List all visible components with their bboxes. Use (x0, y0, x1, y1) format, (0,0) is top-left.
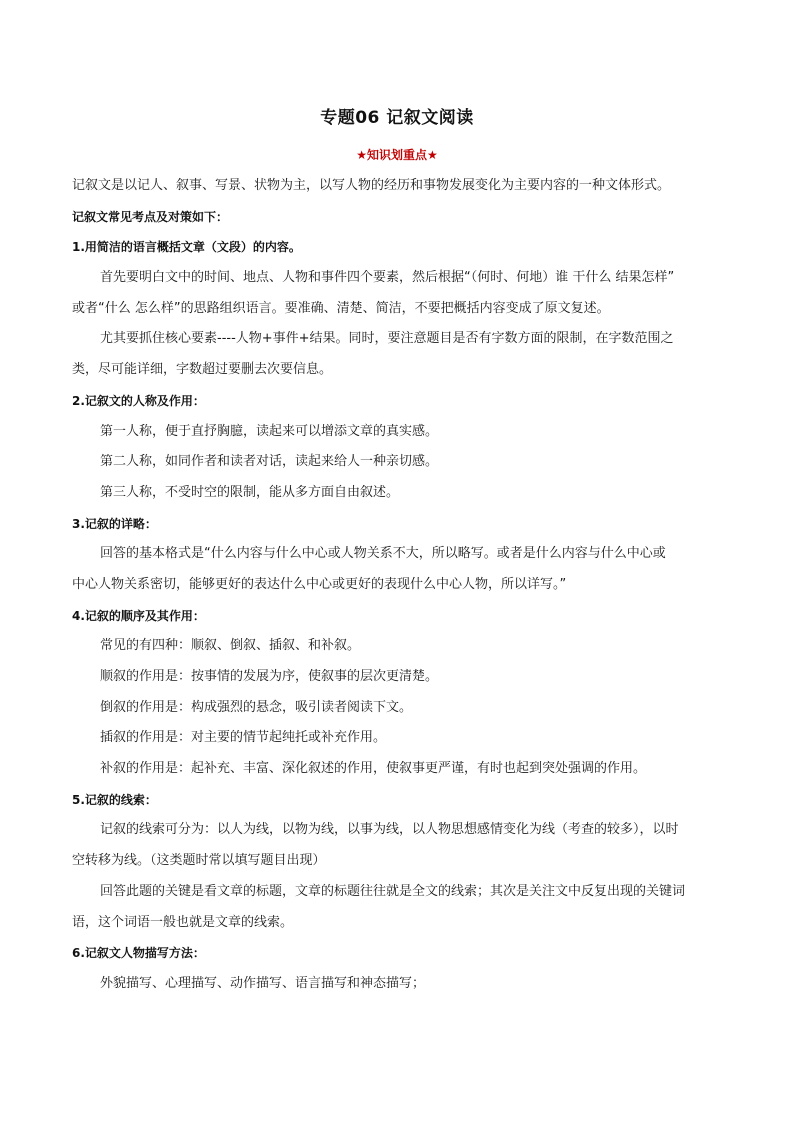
paragraph-line: 语，这个词语一般也就是文章的线索。 (72, 914, 294, 930)
paragraph-line: 类，尽可能详细，字数超过要删去次要信息。 (72, 362, 333, 378)
paragraph-first-line: 外貌描写、心理描写、动作描写、语言描写和神态描写； (100, 975, 426, 991)
paragraph-line: 记叙文是以记人、叙事、写景、状物为主，以写人物的经历和事物发展变化为主要内容的一种文体形式。 (72, 178, 671, 193)
paragraph-first-line: 常见的有四种：顺叙、倒叙、插叙、和补叙。 (100, 638, 361, 654)
section-heading: 4.记叙的顺序及其作用： (72, 608, 205, 623)
paragraph-first-line: 第一人称，便于直抒胸臆，读起来可以增添文章的真实感。 (100, 423, 439, 439)
section-heading: 记叙文常见考点及对策如下： (72, 209, 229, 224)
section-heading: 2.记叙文的人称及作用： (72, 393, 205, 408)
page-title: 专题06 记叙文阅读 (320, 108, 474, 128)
paragraph-first-line: 补叙的作用是：起补充、丰富、深化叙述的作用，使叙事更严谨，有时也起到突处强调的作用。 (100, 761, 647, 777)
paragraph-first-line: 记叙的线索可分为：以人为线，以物为线，以事为线，以人物思想感情变化为线（考查的较多），以时 (100, 822, 679, 838)
paragraph-first-line: 尤其要抓住核心要素----人物+事件+结果。同时，要注意题目是否有字数方面的限制，在字数范围之 (100, 331, 674, 347)
paragraph-line: 空转移为线。（这类题时常以填写题目出现） (72, 853, 326, 869)
paragraph-line: 或者“什么 怎么样”的思路组织语言。要准确、清楚、简洁，不要把概括内容变成了原文复述。 (72, 300, 610, 316)
paragraph-first-line: 回答此题的关键是看文章的标题，文章的标题往往就是全文的线索；其次是关注文中反复出现的关键词 (100, 883, 686, 899)
section-subtitle: ★知识划重点★ (356, 148, 438, 162)
paragraph-first-line: 倒叙的作用是：构成强烈的悬念，吸引读者阅读下文。 (100, 699, 413, 715)
paragraph-first-line: 插叙的作用是：对主要的情节起纯托或补充作用。 (100, 730, 387, 746)
paragraph-first-line: 顺叙的作用是：按事情的发展为序，使叙事的层次更清楚。 (100, 669, 439, 684)
section-heading: 3.记叙的详略： (72, 516, 157, 531)
section-heading: 5.记叙的线索： (72, 792, 157, 807)
paragraph-first-line: 回答的基本格式是“什么内容与什么中心或人物关系不大，所以略写。或者是什么内容与什么中心或 (100, 546, 666, 562)
paragraph-first-line: 首先要明白文中的时间、地点、人物和事件四个要素，然后根据“（何时、何地）谁 干什么 结果怎样” (100, 270, 675, 286)
paragraph-first-line: 第三人称，不受时空的限制，能从多方面自由叙述。 (100, 484, 400, 500)
section-heading: 6.记叙文人物描写方法： (72, 946, 205, 961)
section-heading: 1.用简洁的语言概括文章（文段）的内容。 (72, 240, 301, 255)
document-body (72, 171, 732, 1000)
paragraph-line: 中心人物关系密切，能够更好的表达什么中心或更好的表现什么中心人物，所以详写。” (72, 576, 567, 592)
paragraph-first-line: 第二人称，如同作者和读者对话，读起来给人一种亲切感。 (100, 454, 439, 470)
